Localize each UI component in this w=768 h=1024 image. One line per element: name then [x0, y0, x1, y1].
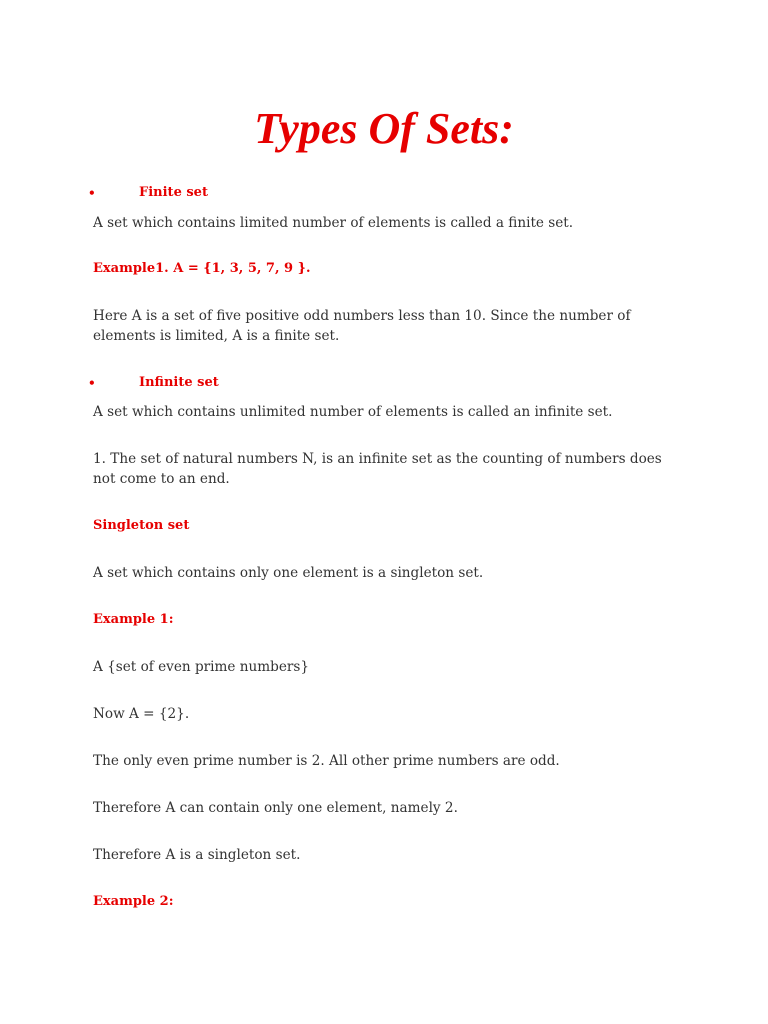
singleton-line-3: The only even prime number is 2. All other prime numbers are odd. [93, 753, 560, 769]
singleton-line-4: Therefore A can contain only one element, namely 2. [93, 800, 458, 816]
infinite-set-example: 1. The set of natural numbers N, is an infinite set as the counting of numbers does not come to an end. [93, 451, 662, 487]
bullet-icon: • [88, 186, 96, 200]
finite-set-example-heading: Example1. A = {1, 3, 5, 7, 9 }. [93, 261, 311, 276]
page-title: Types Of Sets: [254, 104, 514, 153]
singleton-set-heading: Singleton set [93, 518, 190, 533]
singleton-example1-heading: Example 1: [93, 612, 174, 627]
finite-set-definition: A set which contains limited number of elements is called a finite set. [93, 215, 574, 231]
singleton-line-1: A {set of even prime numbers} [93, 659, 310, 675]
finite-set-heading: Finite set [139, 185, 208, 200]
infinite-set-heading: Infinite set [139, 375, 219, 390]
finite-set-explanation: Here A is a set of five positive odd numbers less than 10. Since the number of elements is limited, A is a finite set. [93, 308, 631, 344]
singleton-line-2: Now A = {2}. [93, 706, 190, 722]
singleton-line-5: Therefore A is a singleton set. [93, 847, 301, 863]
singleton-set-definition: A set which contains only one element is a singleton set. [93, 565, 484, 581]
infinite-set-definition: A set which contains unlimited number of elements is called an infinite set. [93, 404, 613, 420]
bullet-icon: • [88, 376, 96, 390]
singleton-example2-heading: Example 2: [93, 894, 174, 909]
